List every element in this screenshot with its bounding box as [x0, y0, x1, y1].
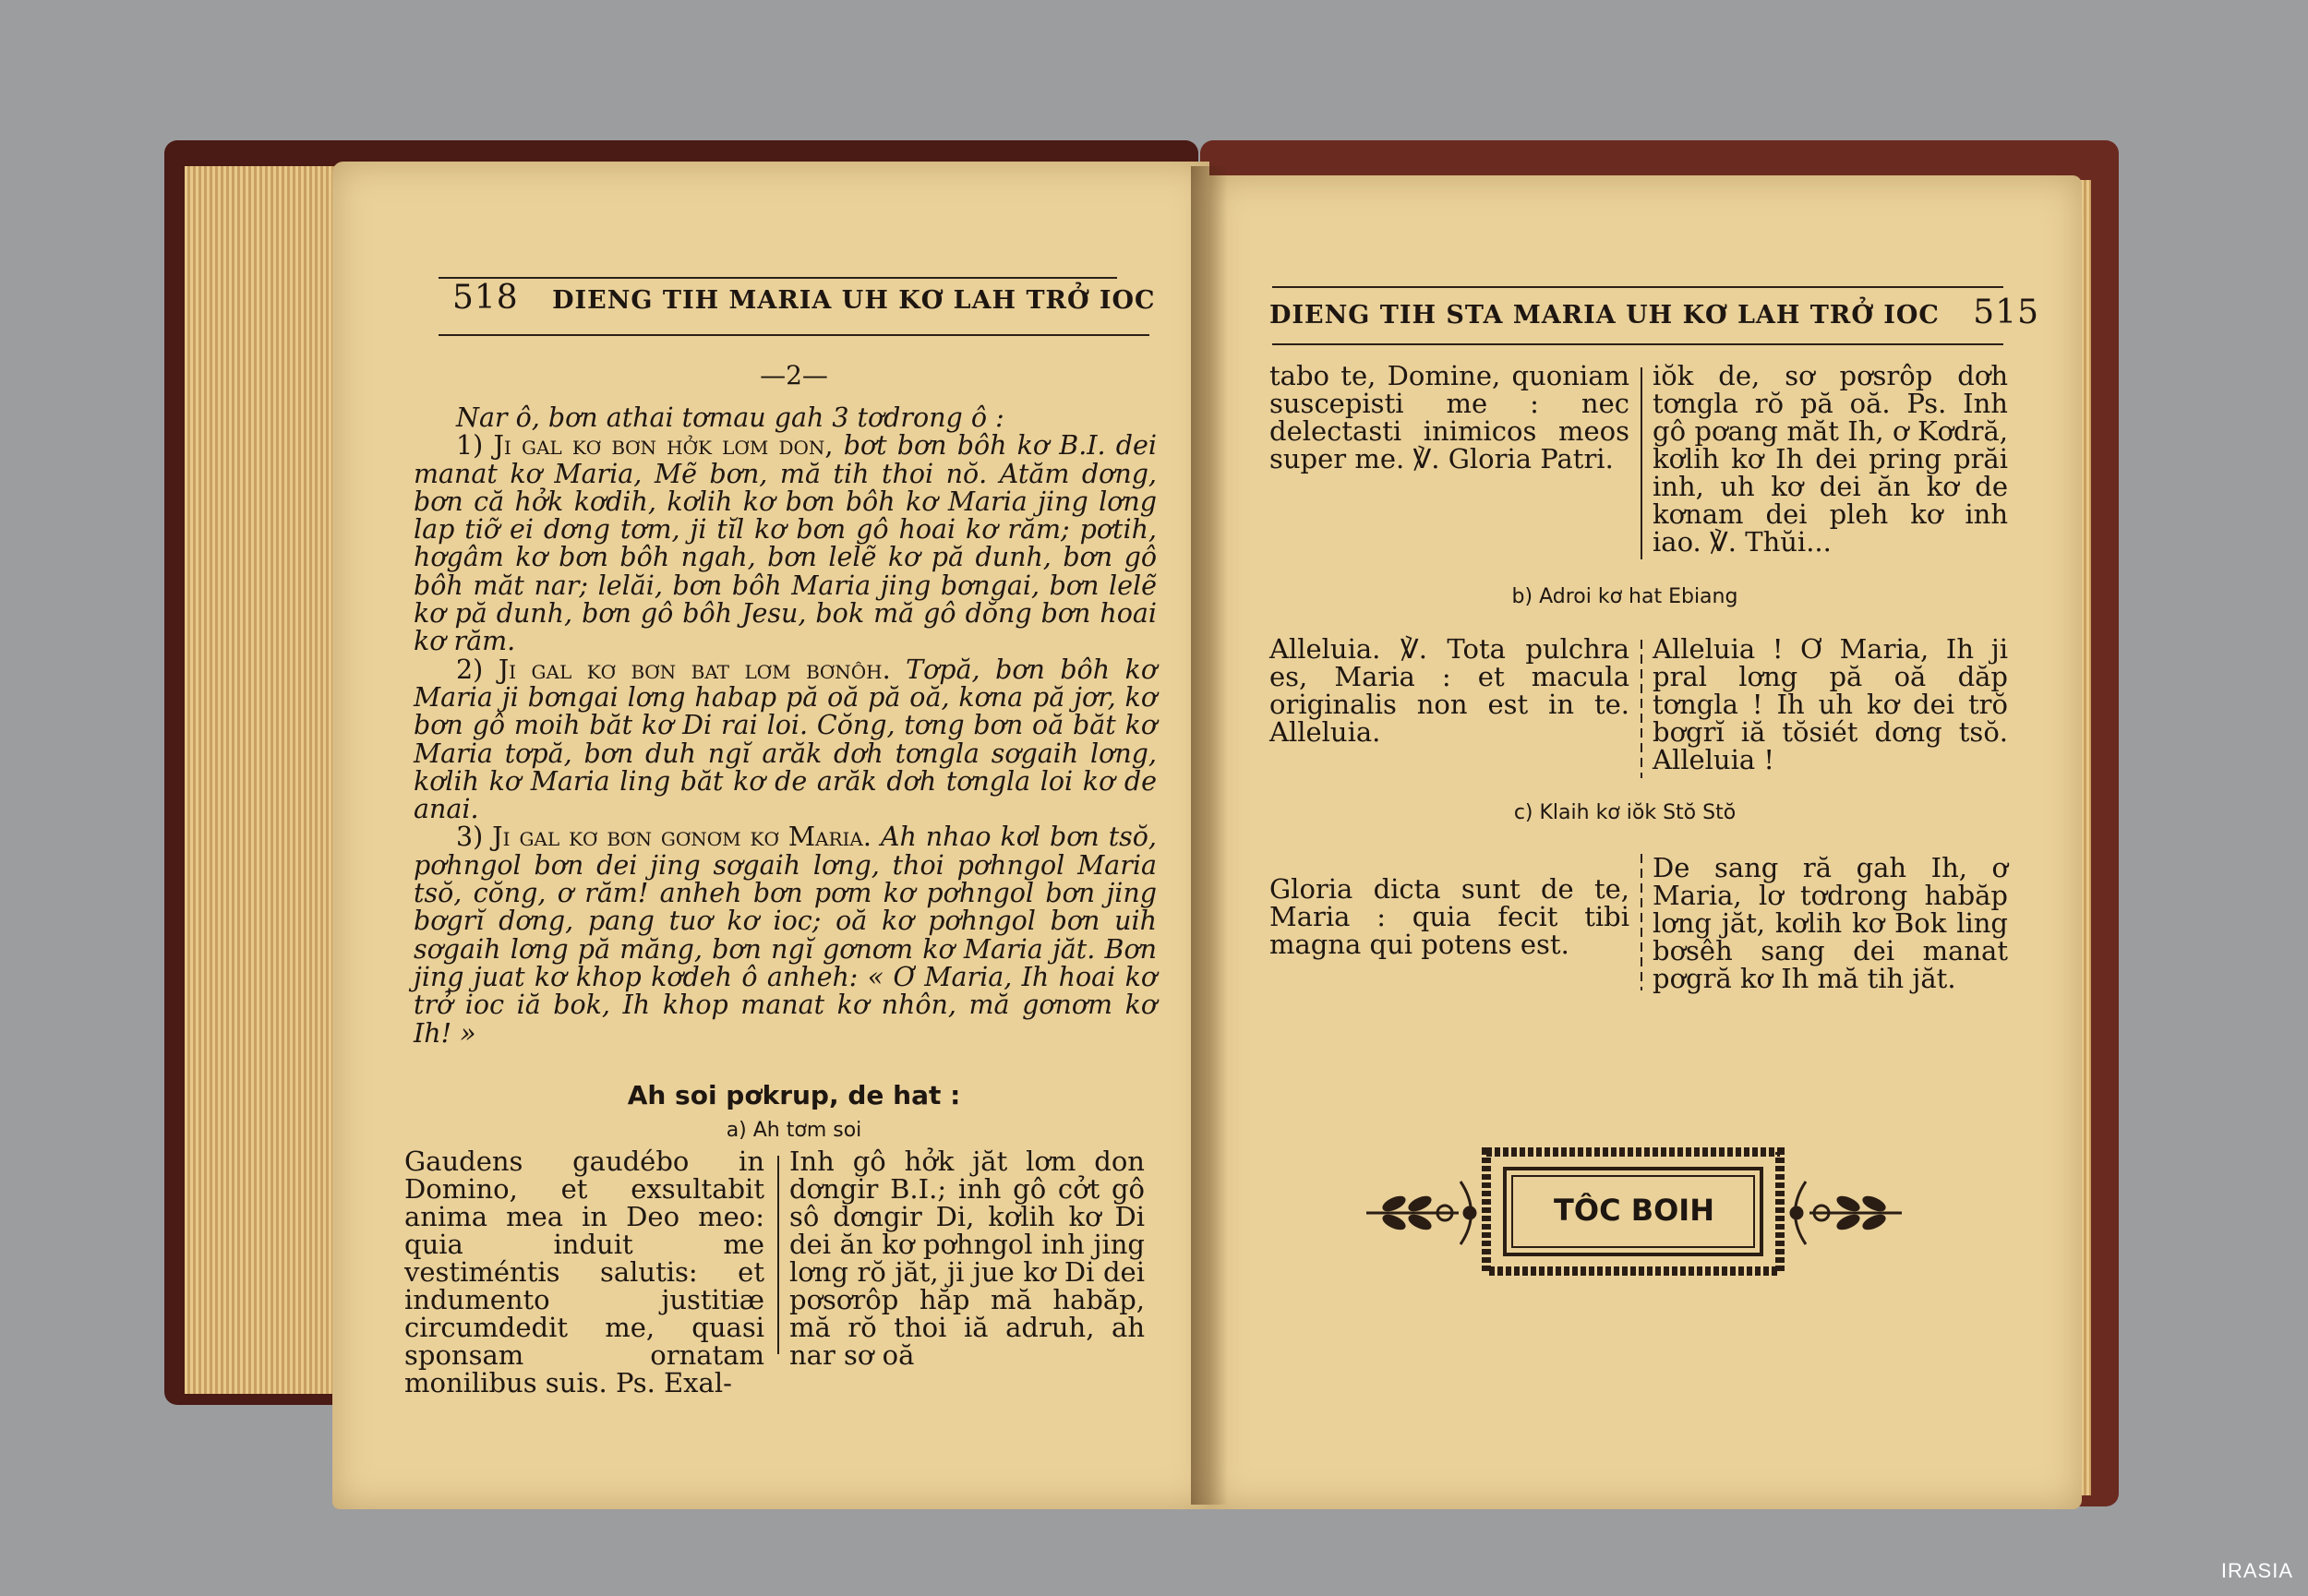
prayer-heading: Ah soi pơkrup, de hat : — [627, 1080, 961, 1110]
right-divider-1 — [1641, 367, 1642, 559]
latin-block-3: Gloria dicta sunt de te, Maria : quia fecit tibi magna qui potens est. — [1269, 873, 1629, 960]
point-3-lead: 3) Ji gal kơ bơn gơnơm kơ Maria. — [456, 822, 872, 853]
latin-block-2: Alleluia. ℣. Tota pulchra es, Maria : et macula originalis non est in te. Alleluia. — [1269, 633, 1629, 748]
plaque-label: TÔC BOIH — [1554, 1193, 1714, 1228]
point-1 — [414, 432, 1157, 655]
intro-line: Nar ô, bơn athai tơmau gah 3 tơdrong ô : — [456, 402, 1004, 433]
right-running-head — [1269, 294, 2039, 331]
point-1-lead: 1) Ji gal kơ bơn hởk lơm don, — [456, 430, 834, 462]
right-divider-2 — [1641, 640, 1642, 778]
right-page-number: 515 — [1973, 294, 2040, 331]
left-running-head — [452, 279, 1156, 317]
left-running-title: DIENG TIH MARIA UH KƠ LAH TRỞ IOC — [552, 286, 1156, 315]
right-sprig-icon — [1791, 1182, 1902, 1244]
right-head-rule-top — [1272, 286, 2003, 288]
section-marker: —2— — [760, 360, 828, 390]
bahnar-block-3: De sang ră gah Ih, ơ Maria, lơ tơdrong habăp lơng jăt, kơlih kơ Bok ling bơsêh sang dei manat pơgră kơ Ih mă tih jăt. — [1653, 852, 2008, 994]
right-running-title: DIENG TIH STA MARIA UH KƠ LAH TRỞ IOC — [1269, 301, 1940, 330]
point-2-lead: 2) Ji gal kơ bơn bat lơm bơnôh. — [456, 654, 891, 685]
point-2-text: Tơpă, bơn bôh kơ Maria ji bơngai lơng habap pă oă pă oă, kơna pă jơr, kơ bơn gô moih băt kơ Di rai loi. Cŏng, tơng bơn oă băt kơ Maria tơpă, bơn duh ngĭ arăk dơh tơngla sơgaih lơng, kơlih kơ Maria ling băt kơ de arăk dơh tơngla loi kơ de anai. — [414, 654, 1157, 825]
latin-column-left: Gaudens gaudébo in Domino, et exsultabit anima mea in Deo meo: quia induit me vestiméntis salutis: et indumento justitiæ circumdedit me, quasi sponsam ornatam monilibus suis. Ps. Exal- — [404, 1146, 764, 1398]
right-head-rule-bottom — [1272, 343, 2003, 345]
left-column-divider — [777, 1156, 779, 1354]
left-page-number: 518 — [452, 279, 519, 317]
gutter-shadow — [1191, 166, 1228, 1505]
sub-label-b: b) Adroi kơ hat Ebiang — [1511, 585, 1738, 608]
left-page-edges — [185, 166, 351, 1394]
point-3 — [414, 823, 1157, 1047]
point-2 — [414, 656, 1157, 824]
left-sprig-icon — [1366, 1182, 1475, 1244]
point-1-text: bơt bơn bôh kơ B.I. dei manat kơ Maria, Mẽ bơn, mă tih thoi nŏ. Atăm dơng, bơn că hởk kơdih, kơlih kơ bơn bôh kơ Maria jing lơng lap tiỡ ei dơng tơm, ji tĭl kơ bơn gô hoai kơ răm; pơtih, hơgâm kơ bơn bôh ngah, bơn lelẽ kơ pă dunh, bơn gô bôh măt nar; lelăi, bơn bôh Maria jing bơngai, bơn lelẽ kơ pă dunh, bơn gô bôh Jesu, bok mă gô dŏng bơn hoai kơ răm. — [414, 430, 1158, 657]
point-3-text: Ah nhao kơl bơn tsŏ, pơhngol bơn dei jing sơgaih lơng, thoi pơhngol Maria tsŏ, cŏng, ơ răm! anheh bơn pơm kơ pơhngol bơn jing bơgrĭ dơng, pang tuơ kơ ioc; oă kơ pơhngol bơn uih sơgaih lơng pă măng, bơn ngĭ gơnơm kơ Maria jăt. Bơn jing juat kơ khop kơdeh ô anheh: « Ơ Maria, Ih hoai kơ trở ioc iă bok, Ih khop manat kơ nhôn, mă gơnơm kơ Ih! » — [414, 822, 1157, 1049]
left-head-rule-bottom — [439, 334, 1149, 336]
left-body-text — [414, 404, 1157, 1048]
sub-label-c: c) Klaih kơ iŏk Stŏ Stŏ — [1513, 801, 1737, 824]
bahnar-block-2: Alleluia ! Ơ Maria, Ih ji pral lơng pă oă dăp tơngla ! Ih uh kơ dei trŏ bơgrĭ iă tŏsiét dơng tsŏ. Alleluia ! — [1653, 633, 2008, 775]
left-head-rule-top — [439, 277, 1117, 279]
bahnar-column-left: Inh gô hởk jăt lơm don dơngir B.I.; inh gô cởt gô sô dơngir Di, kơlih kơ Di dei ăn kơ pơhngol inh jing lơng rŏ jăt, ji jue kơ Di dei pơsơrôp hăp mă habăp, mă rŏ thoi iă adruh, ah nar sơ oă — [789, 1146, 1145, 1371]
latin-block-1: tabo te, Domine, quoniam suscepisti me : nec delectasti inimicos meos super me. ℣. Gloria Patri. — [1269, 360, 1629, 474]
sub-label-a: a) Ah tơm soi — [726, 1119, 862, 1142]
right-divider-3 — [1641, 854, 1642, 990]
bahnar-block-1: iŏk de, sơ pơsrôp dơh tơngla rŏ pă oă. Ps. Inh gô pơang măt Ih, ơ Kơdră, kơlih kơ Ih dei pring prăi inh, uh kơ dei ăn kơ de kơnam dei pleh kơ inh iao. ℣. Thŭi... — [1653, 360, 2008, 558]
archive-credit: IRASIA — [2220, 1559, 2293, 1582]
